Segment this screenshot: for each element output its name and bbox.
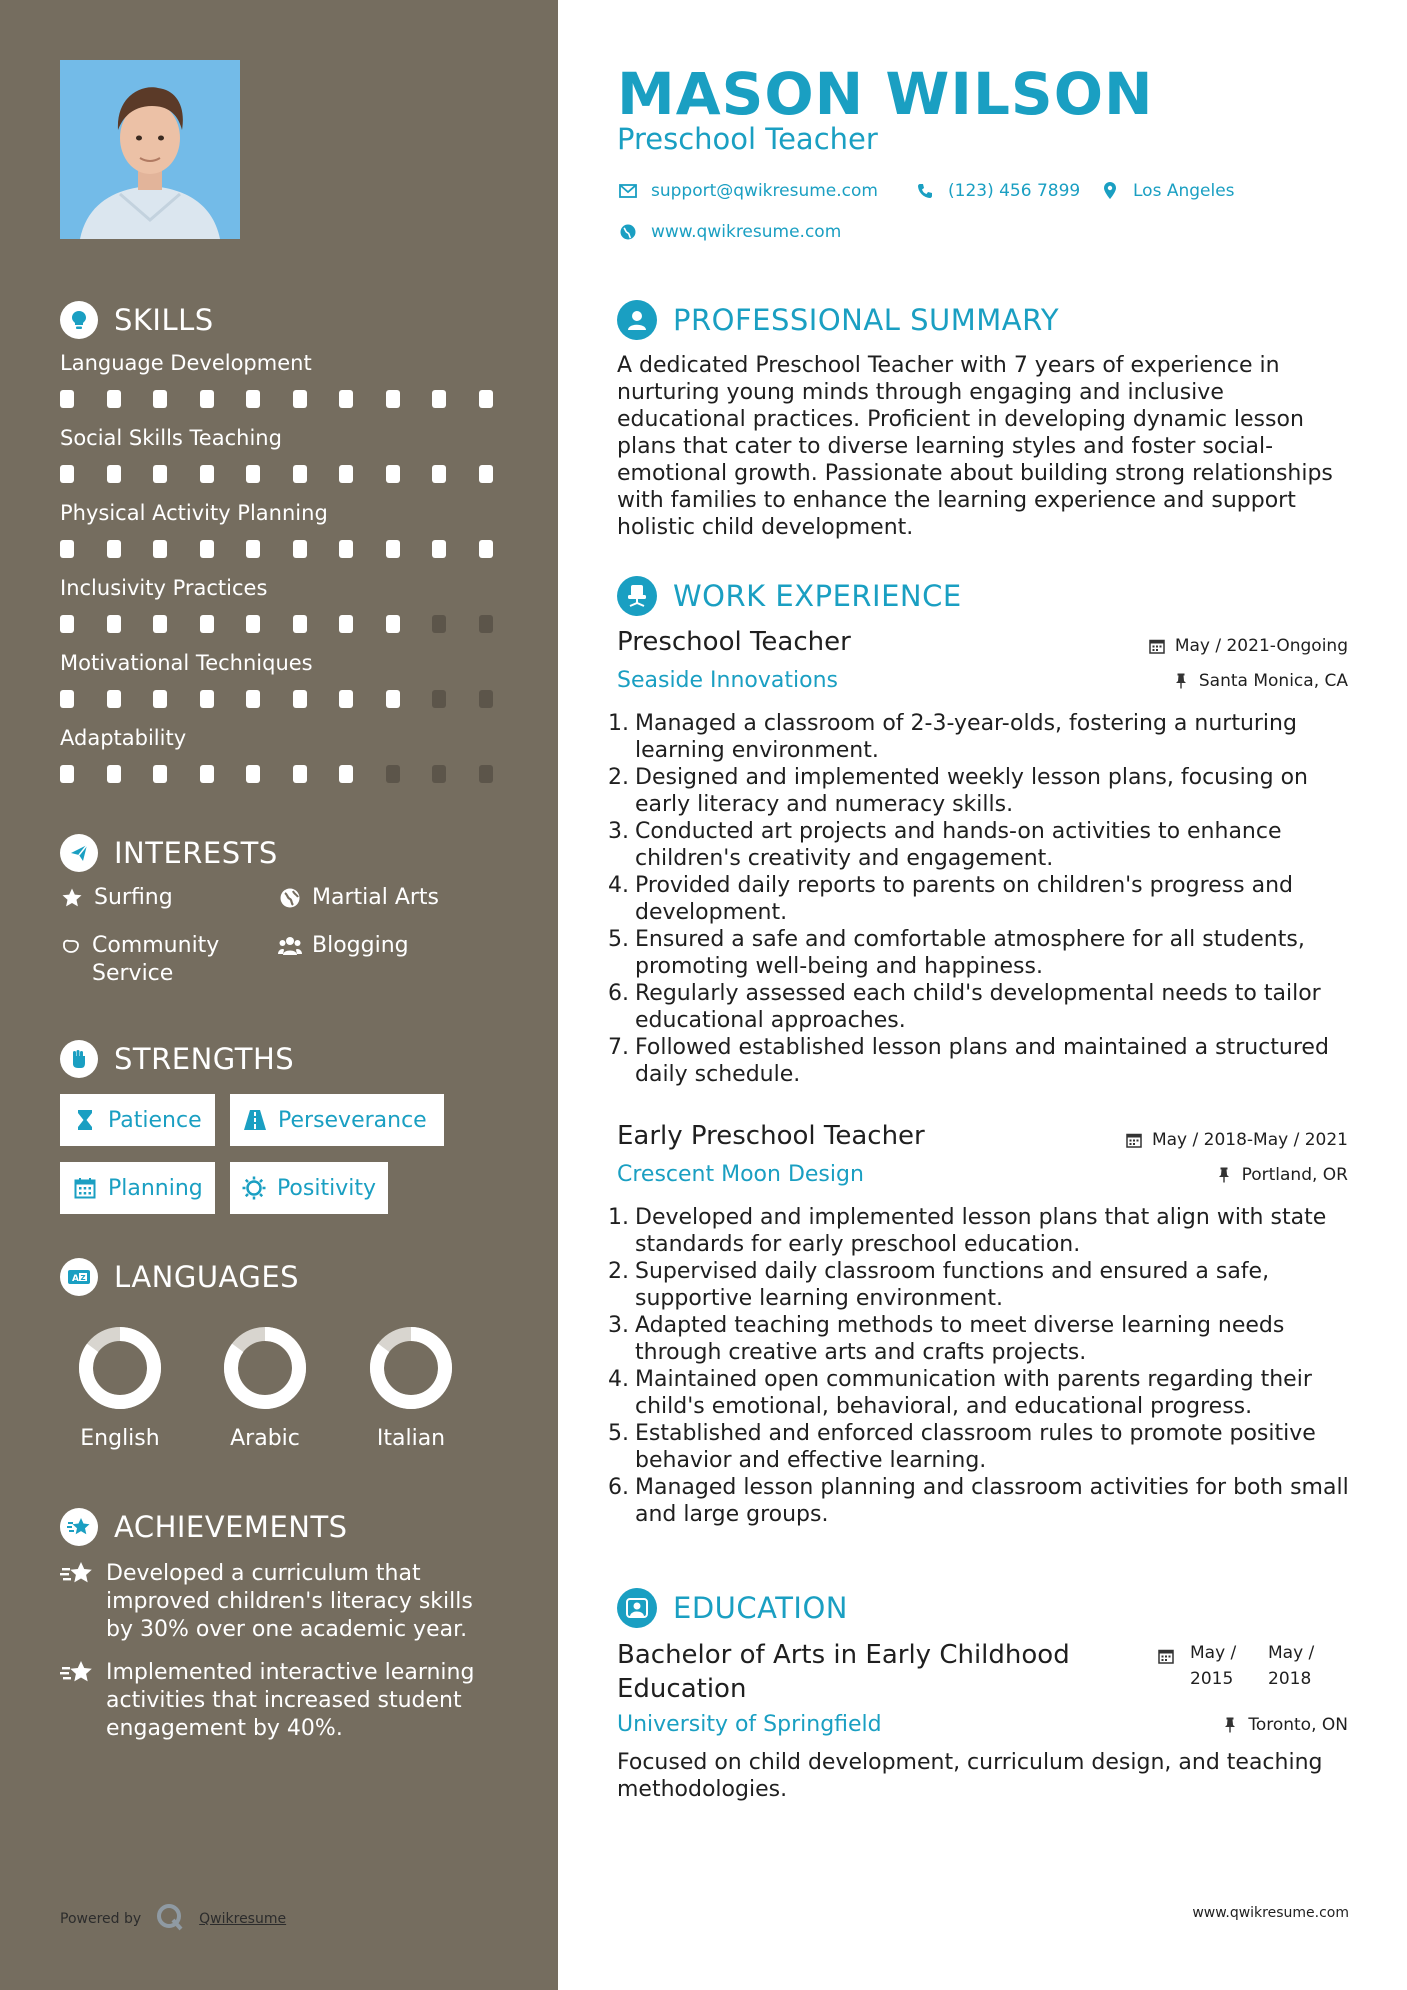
trophy-star-icon — [60, 1508, 98, 1546]
experience-title: WORK EXPERIENCE — [673, 579, 962, 613]
sun-icon — [242, 1175, 267, 1201]
skill-dot-filled — [60, 765, 74, 783]
skill-dot-empty — [432, 690, 446, 708]
skill-dot-filled — [386, 615, 400, 633]
skill-dot-filled — [200, 765, 214, 783]
job-bullet — [608, 764, 1368, 818]
skill-dot-filled — [479, 465, 493, 483]
email-text: support@qwikresume.com — [651, 181, 878, 201]
contact-website[interactable] — [617, 221, 841, 243]
job-dates-text: May / 2021-Ongoing — [1174, 636, 1348, 656]
bullet-text: Managed a classroom of 2-3-year-olds, fostering a nurturing learning environment. — [635, 711, 1297, 763]
experience-heading — [617, 576, 962, 616]
skill-dot-filled — [200, 540, 214, 558]
bullet-text: Supervised daily classroom functions and ensured a safe, supportive learning environment. — [635, 1259, 1270, 1311]
education-description: Focused on child development, curriculum design, and teaching methodologies. — [617, 1750, 1323, 1802]
skill-dot-filled — [386, 465, 400, 483]
bullet-text: Established and enforced classroom rules to promote positive behavior and effective learning. — [635, 1421, 1316, 1473]
skill-dot-filled — [293, 390, 307, 408]
user-icon — [617, 300, 657, 340]
skill-dot-filled — [339, 390, 353, 408]
skill-dot-filled — [153, 765, 167, 783]
contact-phone[interactable] — [914, 180, 1080, 202]
pushpin-icon — [1171, 671, 1191, 691]
qwikresume-link[interactable]: Qwikresume — [199, 1911, 287, 1927]
summary-text: A dedicated Preschool Teacher with 7 years of experience in nurturing young minds through engaging and inclusive educational practices. Proficient in developing dynamic lesson plans that cater to diverse learning styles and foster social-emotional growth. Passionate about building strong relationships with families to enhance the learning experience and support holistic child development. — [617, 353, 1333, 540]
job-bullet — [608, 710, 1368, 764]
skill-dot-filled — [107, 390, 121, 408]
globe-icon — [617, 221, 639, 243]
skill-level-meter — [60, 765, 500, 783]
education-dates — [1158, 1640, 1332, 1692]
skill-dot-filled — [107, 615, 121, 633]
skill-dot-filled — [153, 540, 167, 558]
skill-dot-filled — [246, 540, 260, 558]
skill-dot-filled — [200, 615, 214, 633]
paper-plane-icon — [60, 834, 98, 872]
bullet-text: Designed and implemented weekly lesson plans, focusing on early literacy and numeracy skills. — [635, 765, 1308, 817]
skill-label: Motivational Techniques — [60, 651, 313, 675]
achievement-text: Developed a curriculum that improved children's literacy skills by 30% over one academic year. — [106, 1561, 473, 1642]
interest-label: Blogging — [312, 933, 409, 958]
skill-dot-empty — [432, 615, 446, 633]
skill-dot-filled — [107, 540, 121, 558]
achievements-heading — [60, 1508, 348, 1546]
strength-label: Patience — [108, 1107, 202, 1133]
calendar-icon — [1158, 1646, 1178, 1666]
achievement-item — [60, 1659, 496, 1743]
education-degree: Bachelor of Arts in Early Childhood Education — [617, 1640, 1070, 1704]
job-bullet — [608, 980, 1368, 1034]
job-bullet — [608, 1420, 1368, 1474]
candidate-role: Preschool Teacher — [617, 122, 878, 156]
skill-dot-filled — [339, 540, 353, 558]
skill-dot-filled — [107, 690, 121, 708]
interest-item — [60, 932, 250, 988]
calendar-icon — [72, 1175, 98, 1201]
skill-dot-filled — [246, 690, 260, 708]
skill-dot-filled — [293, 765, 307, 783]
job-bullet — [608, 1258, 1368, 1312]
translate-icon — [60, 1258, 98, 1296]
hand-icon — [60, 932, 82, 960]
bullet-number: 1. — [608, 711, 629, 736]
skill-label: Social Skills Teaching — [60, 426, 282, 450]
svg-text:Z: Z — [80, 1273, 86, 1282]
education-heading — [617, 1588, 848, 1628]
job-bullet — [608, 818, 1368, 872]
skill-dot-filled — [339, 615, 353, 633]
job-dates — [1147, 636, 1348, 656]
skill-dot-filled — [432, 540, 446, 558]
globe-icon — [278, 884, 302, 912]
skill-dot-empty — [432, 765, 446, 783]
job-location — [1214, 1165, 1348, 1185]
job-company: Crescent Moon Design — [617, 1162, 864, 1187]
skill-dot-filled — [60, 690, 74, 708]
bullet-number: 6. — [608, 1475, 629, 1500]
skill-dot-filled — [246, 615, 260, 633]
bullet-text: Provided daily reports to parents on children's progress and development. — [635, 873, 1293, 925]
bullet-text: Developed and implemented lesson plans that align with state standards for early preschool education. — [635, 1205, 1327, 1257]
job-location-text: Santa Monica, CA — [1198, 671, 1348, 691]
summary-title: PROFESSIONAL SUMMARY — [673, 303, 1060, 337]
hourglass-icon — [72, 1107, 98, 1133]
map-pin-icon — [1099, 180, 1121, 202]
bullet-number: 3. — [608, 819, 629, 844]
skill-dot-filled — [153, 390, 167, 408]
skill-dot-filled — [153, 615, 167, 633]
skill-dot-filled — [386, 690, 400, 708]
skill-dot-filled — [60, 615, 74, 633]
language-level-donut — [220, 1323, 310, 1413]
skill-dot-empty — [479, 690, 493, 708]
job-bullet — [608, 1204, 1368, 1258]
skill-dot-filled — [293, 540, 307, 558]
profile-photo — [60, 60, 240, 239]
education-title: EDUCATION — [673, 1591, 849, 1625]
skill-dot-filled — [386, 390, 400, 408]
education-location-text: Toronto, ON — [1248, 1715, 1348, 1735]
job-bullets — [608, 710, 1368, 1088]
bullet-number: 1. — [608, 1205, 629, 1230]
skill-label: Physical Activity Planning — [60, 501, 328, 525]
qwikresume-logo-icon — [155, 1902, 185, 1936]
skill-dot-filled — [432, 465, 446, 483]
skill-dot-filled — [479, 540, 493, 558]
envelope-icon — [617, 180, 639, 202]
job-bullet — [608, 926, 1368, 980]
bullet-text: Conducted art projects and hands-on activities to enhance children's creativity and engagement. — [635, 819, 1282, 871]
skill-dot-filled — [60, 465, 74, 483]
bullet-number: 6. — [608, 981, 629, 1006]
skill-dot-filled — [60, 540, 74, 558]
education-end: May / 2018 — [1268, 1643, 1315, 1689]
skills-heading — [60, 301, 214, 339]
skill-dot-filled — [153, 465, 167, 483]
language-level-donut — [366, 1323, 456, 1413]
footer-website[interactable]: www.qwikresume.com — [1192, 1905, 1349, 1921]
powered-by — [60, 1902, 286, 1936]
bullet-number: 4. — [608, 1367, 629, 1392]
pushpin-icon — [1220, 1715, 1240, 1735]
interests-title: INTERESTS — [114, 836, 278, 870]
job-bullet — [608, 1034, 1368, 1088]
trophy-star-icon — [60, 1659, 94, 1689]
interest-item — [278, 884, 439, 912]
achievement-text: Implemented interactive learning activities that increased student engagement by 40%. — [106, 1660, 475, 1741]
job-title: Early Preschool Teacher — [617, 1121, 925, 1151]
bullet-number: 4. — [608, 873, 629, 898]
bullet-text: Maintained open communication with parents regarding their child's emotional, behavioral, and educational progress. — [635, 1367, 1312, 1419]
skill-level-meter — [60, 615, 500, 633]
website-text: www.qwikresume.com — [651, 222, 842, 242]
skill-dot-filled — [293, 615, 307, 633]
strength-tag — [60, 1094, 215, 1146]
contact-location — [1099, 180, 1235, 202]
bullet-number: 2. — [608, 1259, 629, 1284]
bullet-number: 3. — [608, 1313, 629, 1338]
skill-dot-filled — [479, 390, 493, 408]
education-start: May / 2015 — [1190, 1643, 1237, 1689]
skill-dot-empty — [386, 765, 400, 783]
star-icon — [60, 884, 84, 912]
bullet-number: 5. — [608, 1421, 629, 1446]
skill-dot-filled — [246, 765, 260, 783]
job-bullet — [608, 872, 1368, 926]
fist-icon — [60, 1040, 98, 1078]
interest-label: Surfing — [94, 885, 173, 910]
sidebar — [0, 0, 558, 1990]
calendar-icon — [1124, 1130, 1144, 1150]
skill-level-meter — [60, 690, 500, 708]
job-title: Preschool Teacher — [617, 627, 851, 657]
strength-label: Perseverance — [278, 1107, 427, 1133]
office-chair-icon — [617, 576, 657, 616]
skill-dot-filled — [432, 390, 446, 408]
skill-dot-filled — [246, 390, 260, 408]
svg-text:A: A — [72, 1274, 79, 1284]
phone-text: (123) 456 7899 — [948, 181, 1081, 201]
skill-dot-filled — [293, 465, 307, 483]
strength-tag — [60, 1162, 215, 1214]
bullet-text: Followed established lesson plans and maintained a structured daily schedule. — [635, 1035, 1329, 1087]
interests-heading — [60, 834, 278, 872]
education-location — [1220, 1715, 1348, 1735]
phone-icon — [914, 180, 936, 202]
skill-dot-filled — [339, 465, 353, 483]
skill-dot-filled — [246, 465, 260, 483]
interest-item — [60, 884, 173, 912]
strengths-heading — [60, 1040, 294, 1078]
job-dates-text: May / 2018-May / 2021 — [1151, 1130, 1348, 1150]
summary-heading — [617, 300, 1059, 340]
interest-label: Community Service — [92, 933, 220, 986]
skill-dot-filled — [386, 540, 400, 558]
job-location-text: Portland, OR — [1241, 1165, 1348, 1185]
bullet-text: Managed lesson planning and classroom activities for both small and large groups. — [635, 1475, 1349, 1527]
interest-label: Martial Arts — [312, 885, 440, 910]
profile-photo-image — [60, 60, 240, 239]
skill-dot-empty — [479, 615, 493, 633]
pushpin-icon — [1214, 1165, 1234, 1185]
trophy-star-icon — [60, 1560, 94, 1590]
skill-level-meter — [60, 390, 500, 408]
bullet-text: Ensured a safe and comfortable atmosphere for all students, promoting well-being and happiness. — [635, 927, 1305, 979]
job-dates — [1124, 1130, 1348, 1150]
strengths-title: STRENGTHS — [114, 1042, 295, 1076]
job-bullets — [608, 1204, 1368, 1528]
skill-dot-filled — [293, 690, 307, 708]
road-icon — [242, 1107, 268, 1133]
bullet-text: Regularly assessed each child's developmental needs to tailor educational approaches. — [635, 981, 1321, 1033]
language-label: Italian — [376, 1426, 446, 1451]
language-level-donut — [75, 1323, 165, 1413]
graduation-icon — [617, 1588, 657, 1628]
skill-level-meter — [60, 465, 500, 483]
skill-level-meter — [60, 540, 500, 558]
skill-dot-filled — [200, 465, 214, 483]
interest-item — [278, 932, 409, 960]
languages-title: LANGUAGES — [114, 1260, 300, 1294]
candidate-name: MASON WILSON — [617, 60, 1154, 128]
powered-by-label: Powered by — [60, 1911, 142, 1927]
achievements-title: ACHIEVEMENTS — [114, 1510, 348, 1544]
bullet-number: 2. — [608, 765, 629, 790]
skill-dot-filled — [107, 765, 121, 783]
bullet-number: 5. — [608, 927, 629, 952]
skill-dot-filled — [60, 390, 74, 408]
strength-tag — [230, 1094, 444, 1146]
job-bullet — [608, 1366, 1368, 1420]
strength-tag — [230, 1162, 388, 1214]
job-company: Seaside Innovations — [617, 668, 838, 693]
strength-label: Positivity — [276, 1175, 376, 1201]
achievement-item — [60, 1560, 496, 1644]
calendar-icon — [1147, 636, 1167, 656]
skill-dot-filled — [153, 690, 167, 708]
skill-dot-filled — [200, 690, 214, 708]
job-bullet — [608, 1312, 1368, 1366]
skill-dot-filled — [200, 390, 214, 408]
bullet-number: 7. — [608, 1035, 629, 1060]
job-bullet — [608, 1474, 1368, 1528]
skill-label: Inclusivity Practices — [60, 576, 268, 600]
language-label: Arabic — [230, 1426, 300, 1451]
bullet-text: Adapted teaching methods to meet diverse learning needs through creative arts and crafts projects. — [635, 1313, 1285, 1365]
strength-label: Planning — [108, 1175, 203, 1201]
education-school: University of Springfield — [617, 1712, 882, 1737]
lightbulb-icon — [60, 301, 98, 339]
languages-heading — [60, 1258, 299, 1296]
skills-title: SKILLS — [114, 303, 214, 337]
skill-label: Language Development — [60, 351, 312, 375]
users-icon — [278, 932, 302, 960]
skill-label: Adaptability — [60, 726, 187, 750]
location-text: Los Angeles — [1133, 181, 1235, 201]
skill-dot-filled — [339, 690, 353, 708]
skill-dot-empty — [479, 765, 493, 783]
job-location — [1171, 671, 1348, 691]
contact-email[interactable] — [617, 180, 878, 202]
skill-dot-filled — [339, 765, 353, 783]
language-label: English — [80, 1426, 160, 1451]
skill-dot-filled — [107, 465, 121, 483]
